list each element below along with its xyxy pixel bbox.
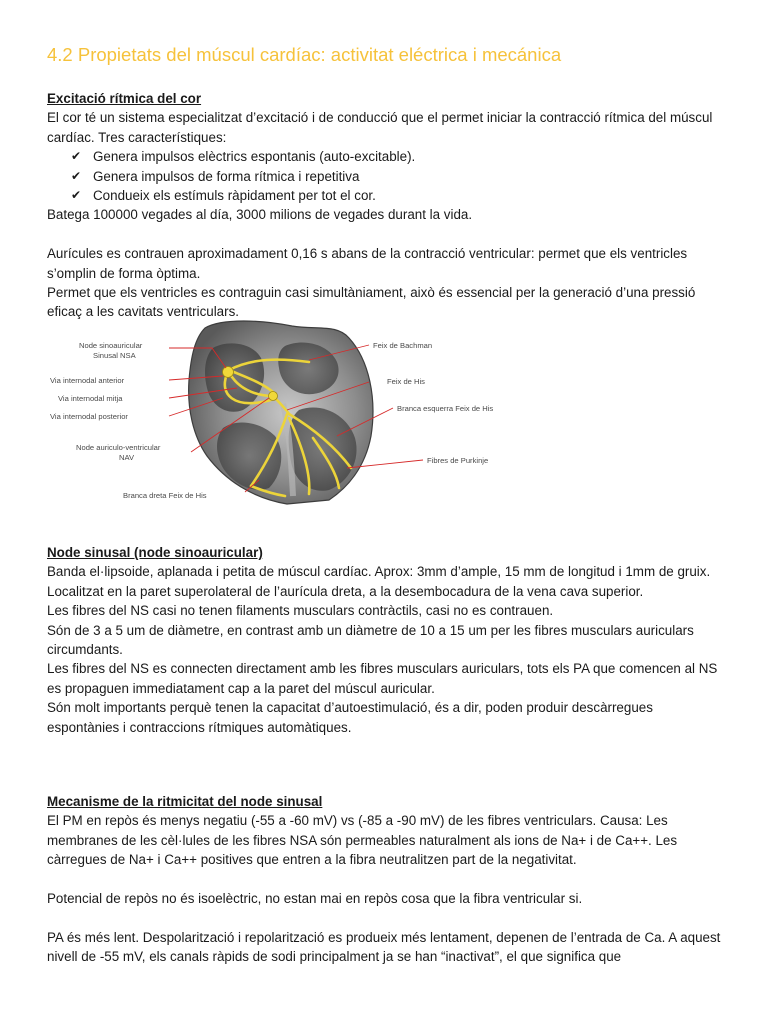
- label-branca-esquerra: Branca esquerra Feix de His: [397, 404, 494, 413]
- node-sinusal-p2: Localitzat en la paret superolateral de l’aurícula dreta, a la desembocadura de la vena cava superior.: [47, 583, 644, 599]
- checkmark-icon: ✔: [71, 168, 82, 183]
- heart-diagram: [47, 318, 497, 506]
- heart-conduction-figure: [47, 318, 497, 506]
- list-item: ✔ Condueix els estímuls ràpidament per tot el cor.: [71, 186, 727, 205]
- heading-excitacio: Excitació rítmica del cor: [47, 91, 202, 106]
- checkmark-icon: ✔: [71, 188, 82, 203]
- label-via-posterior: Via internodal posterior: [50, 412, 128, 421]
- heading-mecanisme: Mecanisme de la ritmicitat del node sinusal: [47, 794, 323, 809]
- list-item: ✔ Genera impulsos de forma rítmica i repetitiva: [71, 167, 727, 186]
- auricules-text: Aurícules es contrauen aproximadament 0,16 s abans de la contracció ventricular: permet que els ventricles s’omplin de forma òptima.: [47, 246, 688, 281]
- label-node-sa-sub: Sinusal NSA: [93, 351, 136, 360]
- bateg-text: Batega 100000 vegades al día, 3000 milions de vegades durant la vida.: [47, 207, 473, 223]
- heading-node-sinusal: Node sinusal (node sinoauricular): [47, 545, 263, 560]
- label-node-av-sub: NAV: [119, 453, 135, 462]
- node-sinusal-p5: Les fibres del NS es connecten directament amb les fibres musculars auriculars, tots els PA que comencen al NS es propaguen immediatament cap a la paret del múscul auricular.: [47, 661, 718, 696]
- characteristics-list: [47, 147, 727, 205]
- node-sa: [223, 367, 234, 378]
- label-via-anterior: Via internodal anterior: [50, 376, 125, 385]
- node-sinusal-p6: Són molt importants perquè tenen la capacitat d’autoestimulació, és a dir, poden produir descàrregues espontànies i contraccions rítmiques automàtiques.: [47, 700, 653, 735]
- section-excitacio: [47, 89, 727, 322]
- label-his: Feix de His: [387, 377, 425, 386]
- node-sinusal-p4: Són de 3 a 5 um de diàmetre, en contrast amb un diàmetre de 10 a 15 um per les fibres musculars auriculars circumdants.: [47, 622, 694, 658]
- label-purkinje: Fibres de Purkinje: [427, 456, 489, 465]
- section-node-sinusal: [47, 543, 727, 737]
- mecanisme-p1: El PM en repòs és menys negatiu (-55 a -60 mV) vs (-85 a -90 mV) de les fibres ventriculars. Causa: Les membranes de les cèl·lules de les fibres NSA són permeables naturalment als ions de Na+ i de Ca++. Les càrregues de Na+ i Ca++ positives que entren a la fibra neutralitzen part de la negativitat.: [47, 813, 678, 868]
- label-branca-dreta: Branca dreta Feix de His: [123, 491, 207, 500]
- label-node-av: Node auriculo-ventricular: [76, 443, 161, 452]
- node-sinusal-p3: Les fibres del NS casi no tenen filaments musculars contràctils, casi no es contrauen.: [47, 603, 554, 619]
- excitacio-intro: El cor té un sistema especialitzat d’excitació i de conducció que el permet iniciar la contracció rítmica del múscul cardíac. Tres característiques:: [47, 110, 713, 145]
- label-node-sa: Node sinoauricular: [79, 341, 143, 350]
- checkmark-icon: ✔: [71, 149, 82, 164]
- section-mecanisme: [47, 792, 727, 967]
- node-sinusal-p1: Banda el·lipsoide, aplanada i petita de múscul cardíac. Aprox: 3mm d’ample, 15 mm de longitud i 1mm de gruix.: [47, 564, 711, 580]
- page-title: 4.2 Propietats del múscul cardíac: activitat eléctrica i mecánica: [47, 44, 562, 65]
- mecanisme-p3: PA és més lent. Despolarització i repolarització es produeix més lentament, depenen de l’entrada de Ca. A aquest nivell de -55 mV, els canals ràpids de sodi principalment ja se han “inactivat”, el que significa que: [47, 929, 721, 965]
- list-item: ✔ Genera impulsos elèctrics espontanis (auto-excitable).: [71, 147, 727, 166]
- node-av: [269, 392, 278, 401]
- label-bachman: Feix de Bachman: [373, 341, 433, 350]
- label-via-mitja: Via internodal mitja: [58, 394, 123, 403]
- mecanisme-p2: Potencial de repòs no és isoelèctric, no estan mai en repòs cosa que la fibra ventricular si.: [47, 891, 583, 907]
- permet-text: Permet que els ventricles es contraguin casi simultàniament, això és essencial per la generació d’una pressió eficaç a les cavitats ventriculars.: [47, 285, 696, 320]
